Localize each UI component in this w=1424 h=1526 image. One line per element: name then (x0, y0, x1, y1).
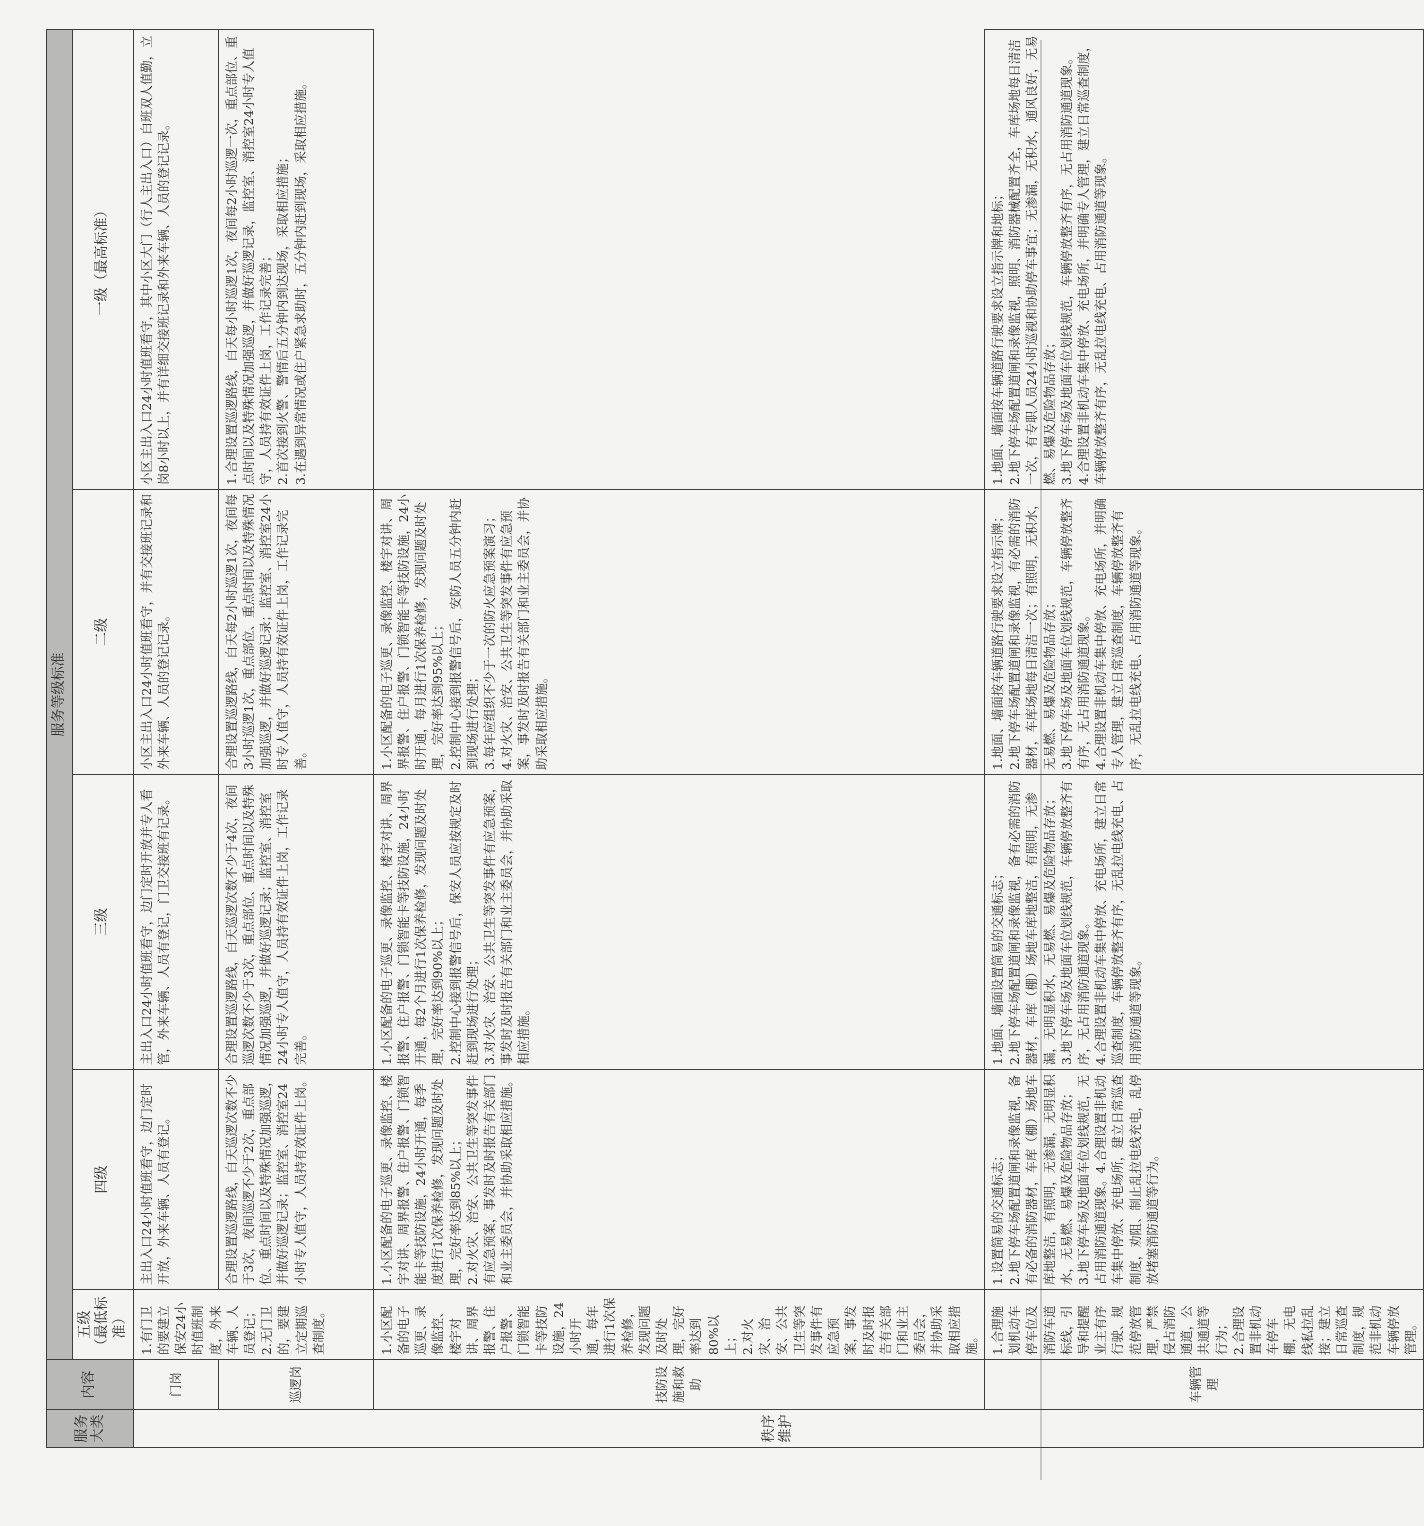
table-cell: 1.合理设置巡逻路线，白天每小时巡逻1次，夜间每2小时巡逻一次，重点部位、重点时间以及特殊情况加强巡逻，并做好巡逻记录，监控室、消控室24小时专人值守，人员持有效证件上岗，工作记录完善； 2.首次接到火警、警情后五分钟内到达现场，采取相应措施； 3.在遇到异常情况或住户紧急求助时，五分钟内赶到现场，采取相应措施。 (218, 29, 373, 489)
table-cell: 合理设置巡逻路线，白天每2小时巡逻1次，夜间每3小时巡逻1次，重点部位、重点时间以及特殊情况加强巡逻，并做好巡逻记录；监控室、消控室24小时专人值守，人员持有效证件上岗，工作记录完善。 (218, 490, 373, 775)
table-cell: 主出入口24小时值班看守，边门定时开放，外来车辆、人员有登记。 (133, 1070, 218, 1290)
table-cell: 小区主出入口24小时值班看守，并有交接班记录和外来车辆、人员的登记记录。 (133, 490, 218, 775)
service-standard-table (46, 29, 1424, 1448)
header-level-2: 二级 (73, 490, 134, 775)
table-row (984, 29, 1423, 1447)
table-cell: 合理设置巡逻路线，白天巡逻次数不少于3次，夜间巡逻不少于2次，重点部位、重点时间以及特殊情况加强巡逻，并做好巡逻记录；监控室、消控室24小时专人值守，人员持有效证件上岗。 (218, 1070, 373, 1290)
table-cell: 1.地面、墙面按车辆道路行驶要求设立指示牌； 2.地下停车场配置道闸和录像监视，有必需的消防器材，车库场地每日清洁一次；有照明，无积水，无易燃、易爆及危险物品存放； 3.地下停车场及地面车位划线规范，车辆停放整齐有序，无占用消防通道现象。 4.合理设置非机动车集中停放、充电场所，并明确专人管理，建立日常巡查制度，车辆停放整齐有序，无乱拉电线充电、占用消防通道等现象。 (984, 490, 1423, 775)
table-cell: 1.小区配备的电子巡更、录像监控、楼宇对讲、周界报警、住户报警、门锁智能卡等技防设施，24小时开通，每月进行1次保养检修，发现问题及时处理，完好率达到95%以上； 2.控制中心接到报警信号后，安防人员五分钟内赶到现场进行处理； 3.每年应组织不少于一次的防火应急预案演习； 4.对火灾、治安、公共卫生等突发事件有应急预案，事发时及时报告有关部门和业主委员会，并协助采取相应措施。 (373, 490, 984, 775)
header-service-level: 服务等级标准 (47, 29, 73, 1359)
header-level-3: 三级 (73, 775, 134, 1070)
table-cell: 1.地面、墙面设置简易的交通标志； 2.地下停车场配置道闸和录像监视，备有必需的消防器材，车库（棚）场地车库地整洁，有照明，无渗漏，无明显积水，无易燃、易爆及危险物品存放； 3.地下停车场及地面车位划线规范，车辆停放整齐有序，无占用消防通道现象。 4.合理设置非机动车集中停放、充电场所，建立日常巡查制度，车辆停放整齐有序，无乱拉电线充电、占用消防通道等现象。 (984, 775, 1423, 1070)
table-cell: 主出入口24小时值班看守，边门定时开放并专人看管，外来车辆、人员有登记，门卫交接班有记录。 (133, 775, 218, 1070)
row-content: 巡逻岗 (218, 1360, 373, 1410)
table-cell: 1.小区配备的电子巡更、录像监控、楼宇对讲、周界报警、住户报警、门锁智能卡等技防设施，24小时开通，每年进行1次保养检修，发现问题及时处理，完好率达到80%以上； 2.对火灾、治安、公共卫生等突发事件有应急预案，事发时及时报告有关部门和业主委员会，并协助采取相应措施。 (373, 1290, 984, 1360)
row-content: 技防设施和救助 (373, 1360, 984, 1410)
header-level-1: 一级（最高标准） (73, 29, 134, 489)
table-cell: 1.有门卫的要建立保安24小时值班制度，外来车辆、人员登记；2.无门卫的，要建立定期巡查制度。 (133, 1290, 373, 1360)
table-row (373, 29, 984, 1447)
category-cell: 秩序维护 (133, 1410, 1423, 1448)
table-cell: 1.小区配备的电子巡更、录像监控、楼宇对讲、周界报警、住户报警、门锁智能卡等技防设施，24小时开通，每2个月进行1次保养检修，发现问题及时处理，完好率达到90%以上； 2.控制中心接到报警信号后，保安人员应按规定及时赶到现场进行处理； 3.对火灾、治安、公共卫生等突发事件有应急预案，事发时及时报告有关部门和业主委员会，并协助采取相应措施。 (373, 775, 984, 1070)
header-content: 内容 (47, 1360, 134, 1410)
row-content: 车辆管理 (984, 1360, 1423, 1410)
header-row-levels (73, 29, 134, 1447)
table-cell: 1.合理施划机动车停车位及消防车道标线，引导和提醒业主有序行驶、规范停放管理，严禁侵占消防通道，公共通道等行为； 2.合理设置非机动车停车棚，无电线私拉乱接；建立日常巡查制度，规范非机动车辆停放管理。 (984, 1290, 1423, 1360)
table-row (218, 29, 373, 1447)
table-cell: 小区主出入口24小时值班看守，其中小区大门（行人主出入口）白班双人值勤，立岗8小时以上，并有详细交接班记录和外来车辆、人员的登记记录。 (133, 29, 218, 489)
table-row (133, 29, 218, 1447)
row-content: 门岗 (133, 1360, 218, 1410)
table-cell: 1.设置简易的交通标志； 2.地下停车场配置道闸和录像监视，备有必备的消防器材，车库（棚）场地车库地整洁，有照明，无渗漏，无明显积水，无易燃、易爆及危险物品存放； 3.地下停车场及地面车位划线规范，无占用消防通道现象。4.合理设置非机动车集中停放、充电场所，建立日常巡查制度，劝阻、制止乱拉电线充电，乱停放堵塞消防通道等行为。 (984, 1070, 1423, 1290)
header-category: 服务大类 (47, 1410, 134, 1448)
header-level-5: 五级 （最低标准） (73, 1290, 134, 1360)
table-cell: 1.地面、墙面按车辆道路行驶要求设立指示牌和地标； 2.地下停车场配置道闸和录像监视，照明、消防器械配置齐全，车库场地每日清洁一次，有专职人员24小时巡视和协助停车事宜；无渗漏，无积水，通风良好，无易燃、易爆及危险物品存放； 3.地下停车场及地面车位划线规范，车辆停放整齐有序，无占用消防通道现象。 4.合理设置非机动车集中停放、充电场所，并明确专人管理，建立日常巡查制度，车辆停放整齐有序，无乱拉电线充电、占用消防通道等现象。 (984, 29, 1423, 489)
header-level-4: 四级 (73, 1070, 134, 1290)
header-row-top (47, 29, 73, 1447)
table-cell: 1.小区配备的电子巡更、录像监控、楼宇对讲、周界报警、住户报警、门锁智能卡等技防设施，24小时开通，每季度进行1次保养检修，发现问题及时处理，完好率达到85%以上； 2.对火灾、治安、公共卫生等突发事件有应急预案，事发时及时报告有关部门和业主委员会，并协助采取相应措施。 (373, 1070, 984, 1290)
table-cell: 合理设置巡逻路线，白天巡逻次数不少于4次，夜间巡逻次数不少于3次，重点部位、重点时间以及特殊情况加强巡逻，并做好巡逻记录；监控室、消控室24小时专人值守，人员持有效证件上岗，工作记录完善。 (218, 775, 373, 1070)
